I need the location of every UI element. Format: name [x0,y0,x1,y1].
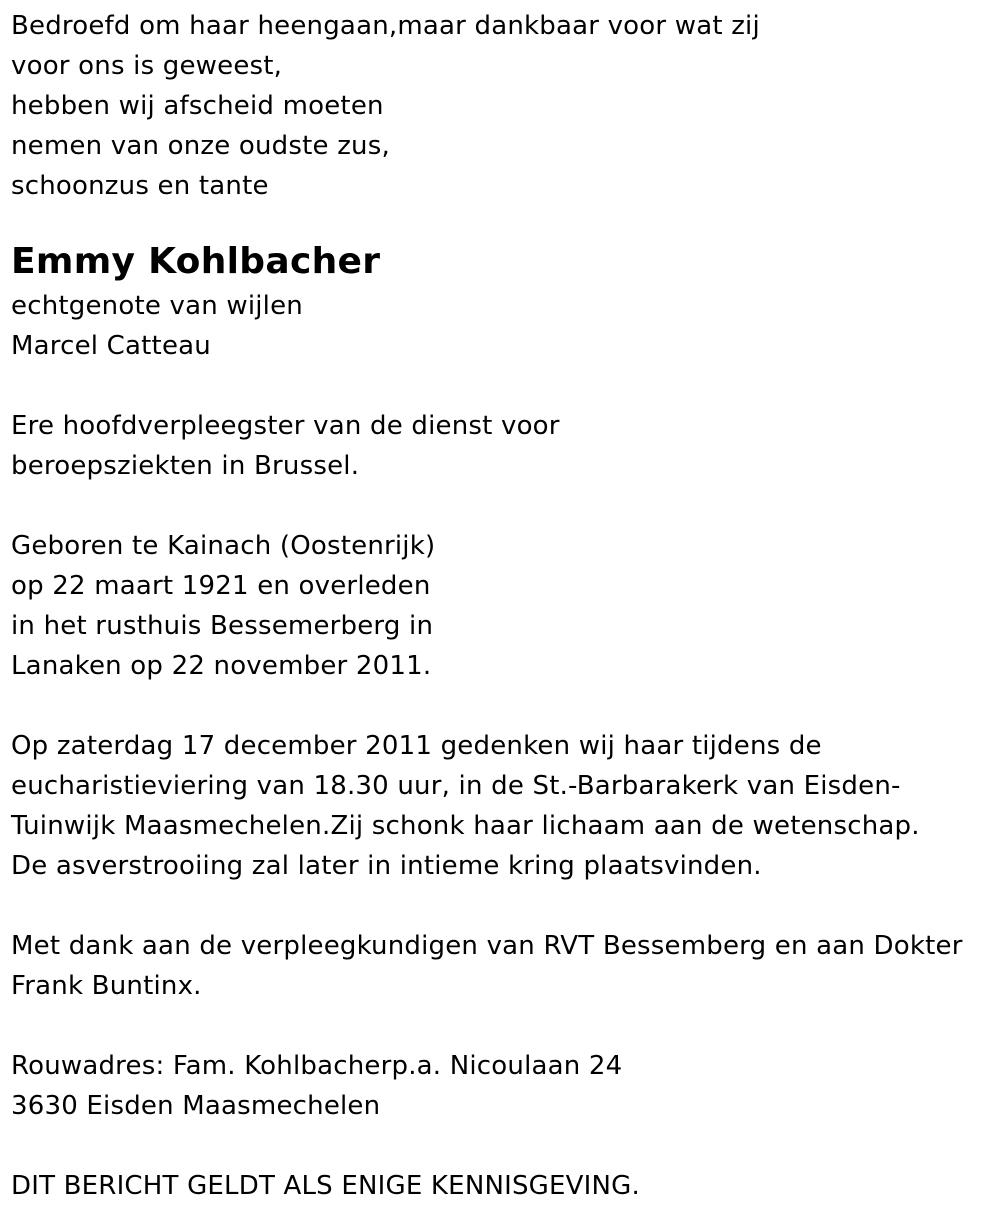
ceremony-line: Tuinwijk Maasmechelen.Zij schonk haar lichaam aan de wetenschap. [11,811,920,841]
paragraph-spacer [11,486,986,526]
closing-statement: DIT BERICHT GELDT ALS ENIGE KENNISGEVING. [11,1171,640,1201]
thanks-line: Met dank aan de verpleegkundigen van RVT Bessemberg en aan Dokter [11,931,963,961]
birth-death-line: Geboren te Kainach (Oostenrijk) [11,531,436,561]
paragraph-spacer [11,366,986,406]
paragraph-spacer [11,1006,986,1046]
paragraph-spacer [11,886,986,926]
birth-death-paragraph [11,526,986,686]
intro-line: voor ons is geweest, [11,51,283,81]
profession-line: Ere hoofdverpleegster van de dienst voor [11,411,560,441]
ceremony-line: De asverstrooiing zal later in intieme kring plaatsvinden. [11,851,762,881]
thanks-line: Frank Buntinx. [11,971,202,1001]
address-line: Rouwadres: Fam. Kohlbacherp.a. Nicoulaan 24 [11,1051,623,1081]
profession-line: beroepsziekten in Brussel. [11,451,360,481]
ceremony-line: Op zaterdag 17 december 2011 gedenken wij haar tijdens de [11,731,822,761]
paragraph-spacer [11,1126,986,1166]
ceremony-line: eucharistieviering van 18.30 uur, in de St.-Barbarakerk van Eisden- [11,771,901,801]
address-line: 3630 Eisden Maasmechelen [11,1091,381,1121]
birth-death-line: op 22 maart 1921 en overleden [11,571,431,601]
thanks-paragraph [11,926,986,1006]
spouse-line: Marcel Catteau [11,331,211,361]
paragraph-spacer [11,686,986,726]
spouse-paragraph [11,286,986,366]
intro-line: hebben wij afscheid moeten [11,91,384,121]
deceased-name: Emmy Kohlbacher [11,241,381,282]
obituary-notice [11,6,986,1206]
address-paragraph [11,1046,986,1126]
intro-line: nemen van onze oudste zus, [11,131,390,161]
intro-line: schoonzus en tante [11,171,269,201]
birth-death-line: in het rusthuis Bessemerberg in [11,611,434,641]
intro-paragraph [11,6,986,206]
intro-line: Bedroefd om haar heengaan,maar dankbaar voor wat zij [11,11,760,41]
birth-death-line: Lanaken op 22 november 2011. [11,651,432,681]
spouse-line: echtgenote van wijlen [11,291,303,321]
ceremony-paragraph [11,726,986,886]
profession-paragraph [11,406,986,486]
